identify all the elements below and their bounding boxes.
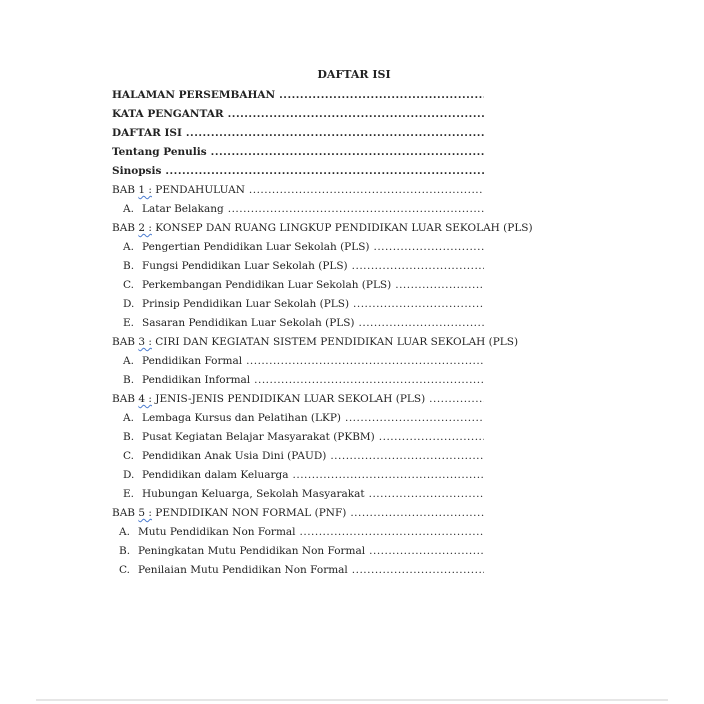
toc-subentry <box>112 314 484 333</box>
chapter-title: JENIS-JENIS PENDIDIKAN LUAR SEKOLAH (PLS) <box>151 393 426 405</box>
toc-subentry <box>112 371 484 390</box>
subentry-letter: A. <box>119 526 130 538</box>
subentry-label: Pendidikan Anak Usia Dini (PAUD) <box>142 450 327 462</box>
dot-leader <box>352 561 484 580</box>
page-divider <box>36 699 668 701</box>
subentry-letter: C. <box>123 279 134 291</box>
chapter-number: 2 : <box>138 222 152 234</box>
chapter-heading <box>112 219 533 238</box>
dot-leader <box>246 352 484 371</box>
subentry-label: Pendidikan Informal <box>142 374 251 386</box>
subentry-letter: D. <box>123 469 135 481</box>
dot-leader <box>249 181 484 200</box>
subentry-label: Pusat Kegiatan Belajar Masyarakat (PKBM) <box>142 431 375 443</box>
chapter-label <box>112 390 425 409</box>
table-of-contents <box>112 86 533 580</box>
toc-entry-label: Sinopsis <box>112 165 162 177</box>
toc-entry <box>112 86 484 105</box>
dot-leader <box>254 371 484 390</box>
chapter-title: PENDAHULUAN <box>151 184 245 196</box>
chapter-prefix: BAB <box>112 393 139 405</box>
subentry-letter: B. <box>123 374 135 386</box>
subentry-letter: B. <box>119 545 131 557</box>
dot-leader <box>369 485 484 504</box>
dot-leader <box>330 447 484 466</box>
chapter-heading <box>112 181 484 200</box>
toc-subentry <box>112 447 484 466</box>
toc-entry <box>112 105 484 124</box>
toc-entry-label: HALAMAN PERSEMBAHAN <box>112 89 276 101</box>
subentry-label: Pendidikan dalam Keluarga <box>142 469 289 481</box>
dot-leader <box>350 504 484 523</box>
toc-subentry <box>112 295 484 314</box>
chapter-label <box>112 219 533 238</box>
toc-subentry <box>112 523 484 542</box>
toc-subentry <box>112 200 484 219</box>
subentry-label: Fungsi Pendidikan Luar Sekolah (PLS) <box>142 260 348 272</box>
subentry-letter: A. <box>123 241 134 253</box>
chapter-label <box>112 504 346 523</box>
subentry-letter: D. <box>123 298 135 310</box>
dot-leader <box>293 466 484 485</box>
toc-entry-label: DAFTAR ISI <box>112 127 182 139</box>
chapter-label <box>112 333 518 352</box>
chapter-number: 3 : <box>138 336 152 348</box>
toc-entry <box>112 143 484 162</box>
dot-leader <box>211 143 484 162</box>
subentry-letter: E. <box>123 317 135 329</box>
dot-leader <box>395 276 484 295</box>
subentry-label: Pendidikan Formal <box>142 355 243 367</box>
toc-subentry <box>112 409 484 428</box>
toc-subentry <box>112 352 484 371</box>
toc-subentry <box>112 561 484 580</box>
chapter-heading <box>112 504 484 523</box>
page-title: DAFTAR ISI <box>317 68 391 81</box>
dot-leader <box>374 238 485 257</box>
subentry-label: Hubungan Keluarga, Sekolah Masyarakat <box>142 488 365 500</box>
subentry-letter: B. <box>123 260 135 272</box>
toc-subentry <box>112 466 484 485</box>
chapter-title: KONSEP DAN RUANG LINGKUP PENDIDIKAN LUAR SEKOLAH (PLS) <box>151 222 533 234</box>
chapter-number: 4 : <box>138 393 152 405</box>
toc-entry <box>112 124 484 143</box>
chapter-number: 5 : <box>138 507 152 519</box>
toc-subentry <box>112 238 484 257</box>
dot-leader <box>359 314 484 333</box>
chapter-title: PENDIDIKAN NON FORMAL (PNF) <box>151 507 347 519</box>
dot-leader <box>300 523 484 542</box>
subentry-label: Prinsip Pendidikan Luar Sekolah (PLS) <box>142 298 350 310</box>
toc-subentry <box>112 485 484 504</box>
dot-leader <box>379 428 484 447</box>
chapter-label <box>112 181 245 200</box>
subentry-letter: E. <box>123 488 135 500</box>
subentry-label: Latar Belakang <box>142 203 224 215</box>
subentry-label: Penilaian Mutu Pendidikan Non Formal <box>138 564 348 576</box>
dot-leader <box>352 257 484 276</box>
dot-leader <box>228 200 484 219</box>
subentry-label: Sasaran Pendidikan Luar Sekolah (PLS) <box>142 317 355 329</box>
dot-leader <box>353 295 484 314</box>
dot-leader <box>186 124 484 143</box>
chapter-prefix: BAB <box>112 184 139 196</box>
toc-subentry <box>112 276 484 295</box>
chapter-heading <box>112 333 519 352</box>
subentry-label: Mutu Pendidikan Non Formal <box>138 526 296 538</box>
dot-leader <box>228 105 484 124</box>
subentry-label: Pengertian Pendidikan Luar Sekolah (PLS) <box>142 241 370 253</box>
subentry-letter: A. <box>123 203 134 215</box>
subentry-letter: B. <box>123 431 135 443</box>
toc-subentry <box>112 542 484 561</box>
dot-leader <box>165 162 484 181</box>
dot-leader <box>429 390 484 409</box>
chapter-number: 1 : <box>138 184 152 196</box>
toc-entry-label: Tentang Penulis <box>112 146 207 158</box>
dot-leader <box>345 409 484 428</box>
dot-leader <box>279 86 484 105</box>
chapter-prefix: BAB <box>112 507 139 519</box>
subentry-letter: C. <box>119 564 130 576</box>
toc-entry-label: KATA PENGANTAR <box>112 108 224 120</box>
chapter-prefix: BAB <box>112 222 139 234</box>
subentry-label: Perkembangan Pendidikan Luar Sekolah (PLS) <box>142 279 392 291</box>
chapter-heading <box>112 390 484 409</box>
subentry-letter: A. <box>123 412 134 424</box>
subentry-letter: C. <box>123 450 134 462</box>
subentry-letter: A. <box>123 355 134 367</box>
toc-subentry <box>112 428 484 447</box>
chapter-prefix: BAB <box>112 336 139 348</box>
toc-subentry <box>112 257 484 276</box>
subentry-label: Lembaga Kursus dan Pelatihan (LKP) <box>142 412 341 424</box>
chapter-title: CIRI DAN KEGIATAN SISTEM PENDIDIKAN LUAR SEKOLAH (PLS) <box>151 336 519 348</box>
toc-entry <box>112 162 484 181</box>
dot-leader <box>369 542 484 561</box>
subentry-label: Peningkatan Mutu Pendidikan Non Formal <box>138 545 366 557</box>
